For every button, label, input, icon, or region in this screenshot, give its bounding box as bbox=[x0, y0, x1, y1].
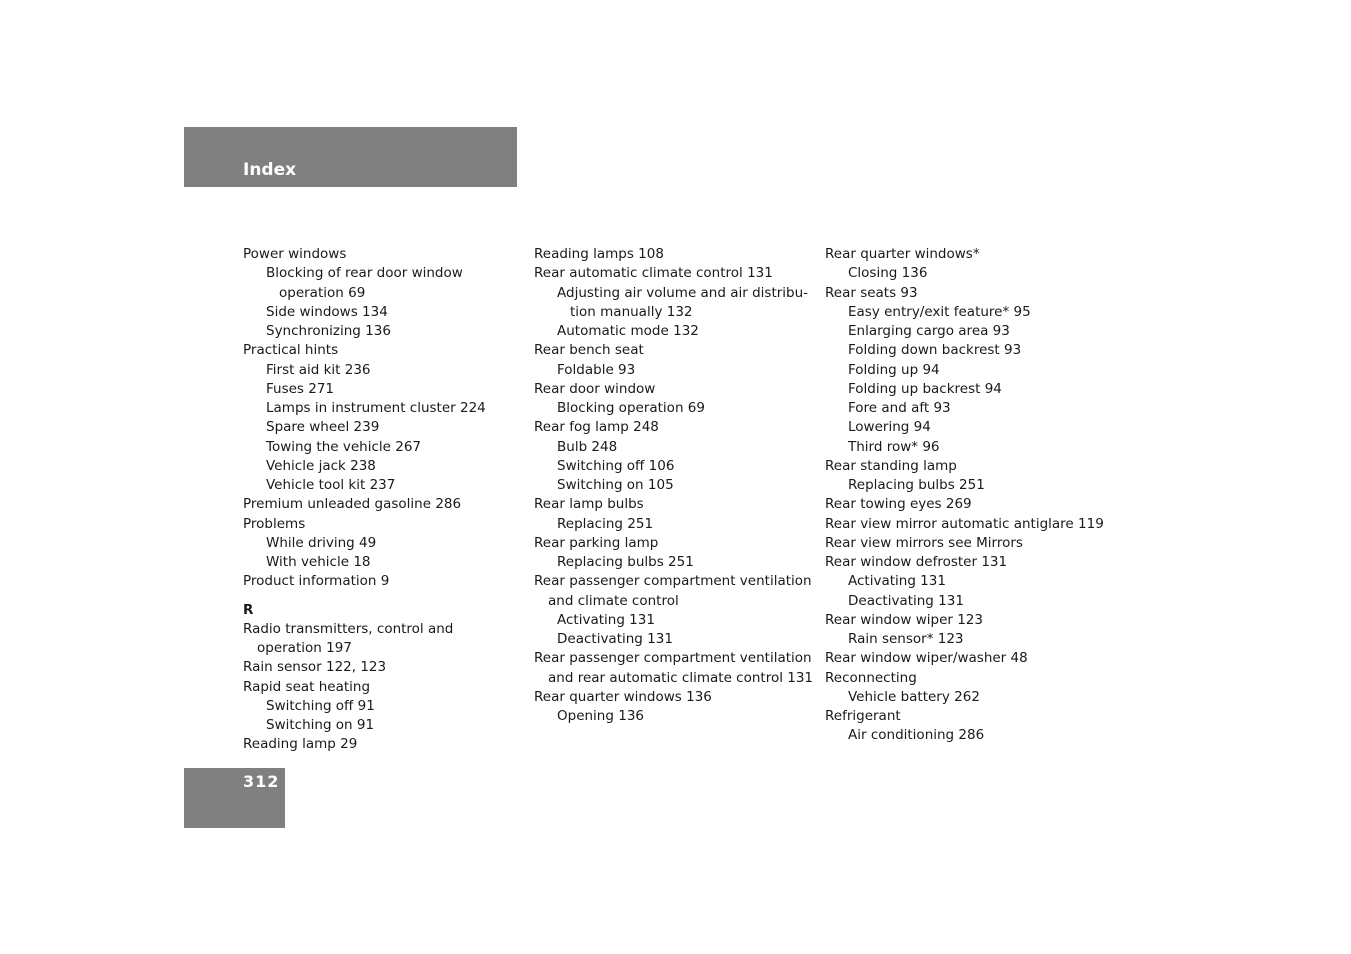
index-entry: Opening 136 bbox=[557, 708, 644, 724]
index-entry: Activating 131 bbox=[557, 611, 655, 628]
page-number: 312 bbox=[243, 772, 280, 791]
index-entry: Rear door window bbox=[534, 380, 656, 397]
index-entry: Reconnecting bbox=[825, 669, 917, 686]
index-entry: Practical hints bbox=[243, 342, 339, 359]
index-entry: Rear bench seat bbox=[534, 342, 644, 359]
index-entry: Fore and aft 93 bbox=[848, 400, 951, 416]
index-entry: Switching on 91 bbox=[266, 717, 375, 733]
index-entry: Rear towing eyes 269 bbox=[825, 496, 972, 513]
index-entry: Activating 131 bbox=[848, 573, 946, 590]
index-column-2 bbox=[534, 245, 813, 726]
index-entry: Rear seats 93 bbox=[825, 284, 918, 301]
index-entry: Premium unleaded gasoline 286 bbox=[243, 496, 462, 513]
index-entry: Rear quarter windows* bbox=[825, 246, 980, 262]
index-entry: Vehicle tool kit 237 bbox=[266, 477, 396, 493]
index-entry: Switching on 105 bbox=[557, 477, 674, 493]
index-entry: Bulb 248 bbox=[557, 438, 618, 455]
index-entry: Air conditioning 286 bbox=[848, 727, 985, 744]
index-entry: Rear window wiper/washer 48 bbox=[825, 650, 1028, 667]
index-entry: Folding down backrest 93 bbox=[848, 342, 1022, 359]
index-entry: Side windows 134 bbox=[266, 303, 388, 320]
index-entry: Deactivating 131 bbox=[848, 592, 964, 609]
index-entry: First aid kit 236 bbox=[266, 361, 371, 378]
index-entry: Switching off 106 bbox=[557, 457, 675, 474]
index-entry: Easy entry/exit feature* 95 bbox=[848, 303, 1031, 320]
index-entry: Rear passenger compartment ventilation bbox=[534, 573, 812, 590]
index-entry: Towing the vehicle 267 bbox=[266, 438, 422, 455]
index-entry: tion manually 132 bbox=[570, 303, 693, 320]
index-letter-heading: R bbox=[243, 601, 254, 618]
index-entry: Replacing bulbs 251 bbox=[848, 477, 985, 493]
index-entry: Lamps in instrument cluster 224 bbox=[266, 400, 486, 416]
index-entry: Rear quarter windows 136 bbox=[534, 688, 712, 705]
index-entry: Rain sensor 122, 123 bbox=[243, 659, 387, 676]
index-entry: Automatic mode 132 bbox=[557, 323, 699, 339]
index-entry: Enlarging cargo area 93 bbox=[848, 323, 1010, 339]
index-entry: Foldable 93 bbox=[557, 361, 636, 378]
index-entry: and climate control bbox=[548, 592, 679, 609]
index-entry: Rear window wiper 123 bbox=[825, 611, 983, 628]
index-entry: Spare wheel 239 bbox=[266, 419, 380, 436]
index-column-3 bbox=[825, 245, 1104, 746]
index-entry: Synchronizing 136 bbox=[266, 323, 391, 339]
index-entry: Rear parking lamp bbox=[534, 534, 659, 551]
index-entry: With vehicle 18 bbox=[266, 554, 371, 570]
index-entry: Rear window defroster 131 bbox=[825, 554, 1008, 570]
index-entry: Rain sensor* 123 bbox=[848, 631, 964, 647]
index-entry: Rear view mirror automatic antiglare 119 bbox=[825, 515, 1104, 532]
index-entry: Blocking operation 69 bbox=[557, 400, 705, 416]
index-entry: Rear lamp bulbs bbox=[534, 496, 644, 513]
index-entry: Rear passenger compartment ventilation bbox=[534, 650, 812, 667]
index-entry: Power windows bbox=[243, 246, 347, 262]
index-entry: operation 69 bbox=[279, 284, 366, 301]
index-entry: Deactivating 131 bbox=[557, 631, 673, 647]
index-entry: Fuses 271 bbox=[266, 380, 335, 397]
index-entry: Switching off 91 bbox=[266, 697, 375, 714]
index-entry: Adjusting air volume and air distribu- bbox=[557, 284, 809, 301]
index-entry: Third row* 96 bbox=[848, 438, 940, 455]
index-entry: Reading lamp 29 bbox=[243, 736, 358, 753]
index-entry: Folding up backrest 94 bbox=[848, 380, 1002, 397]
index-entry: Problems bbox=[243, 515, 306, 532]
index-entry: Replacing 251 bbox=[557, 515, 654, 532]
index-entry: Reading lamps 108 bbox=[534, 246, 664, 262]
page-number-box bbox=[184, 768, 285, 828]
index-entry: Radio transmitters, control and bbox=[243, 620, 454, 637]
index-entry: While driving 49 bbox=[266, 534, 377, 551]
index-entry: operation 197 bbox=[257, 640, 352, 656]
index-entry: Product information 9 bbox=[243, 573, 390, 590]
index-entry: Vehicle jack 238 bbox=[266, 457, 376, 474]
index-entry: Rear automatic climate control 131 bbox=[534, 265, 773, 282]
index-entry: Blocking of rear door window bbox=[266, 265, 463, 282]
index-entry: Closing 136 bbox=[848, 265, 928, 282]
index-entry: Rear standing lamp bbox=[825, 457, 957, 474]
index-entry: Lowering 94 bbox=[848, 419, 931, 436]
index-entry: Rapid seat heating bbox=[243, 678, 371, 695]
page-title: Index bbox=[243, 160, 297, 180]
index-entry: Rear view mirrors see Mirrors bbox=[825, 534, 1023, 551]
header-bar bbox=[184, 127, 517, 187]
index-column-1 bbox=[243, 245, 486, 755]
index-entry: and rear automatic climate control 131 bbox=[548, 669, 814, 686]
index-entry: Refrigerant bbox=[825, 708, 901, 724]
index-entry: Vehicle battery 262 bbox=[848, 688, 980, 705]
index-entry: Rear fog lamp 248 bbox=[534, 419, 659, 436]
index-entry: Folding up 94 bbox=[848, 361, 940, 378]
index-entry: Replacing bulbs 251 bbox=[557, 554, 694, 570]
